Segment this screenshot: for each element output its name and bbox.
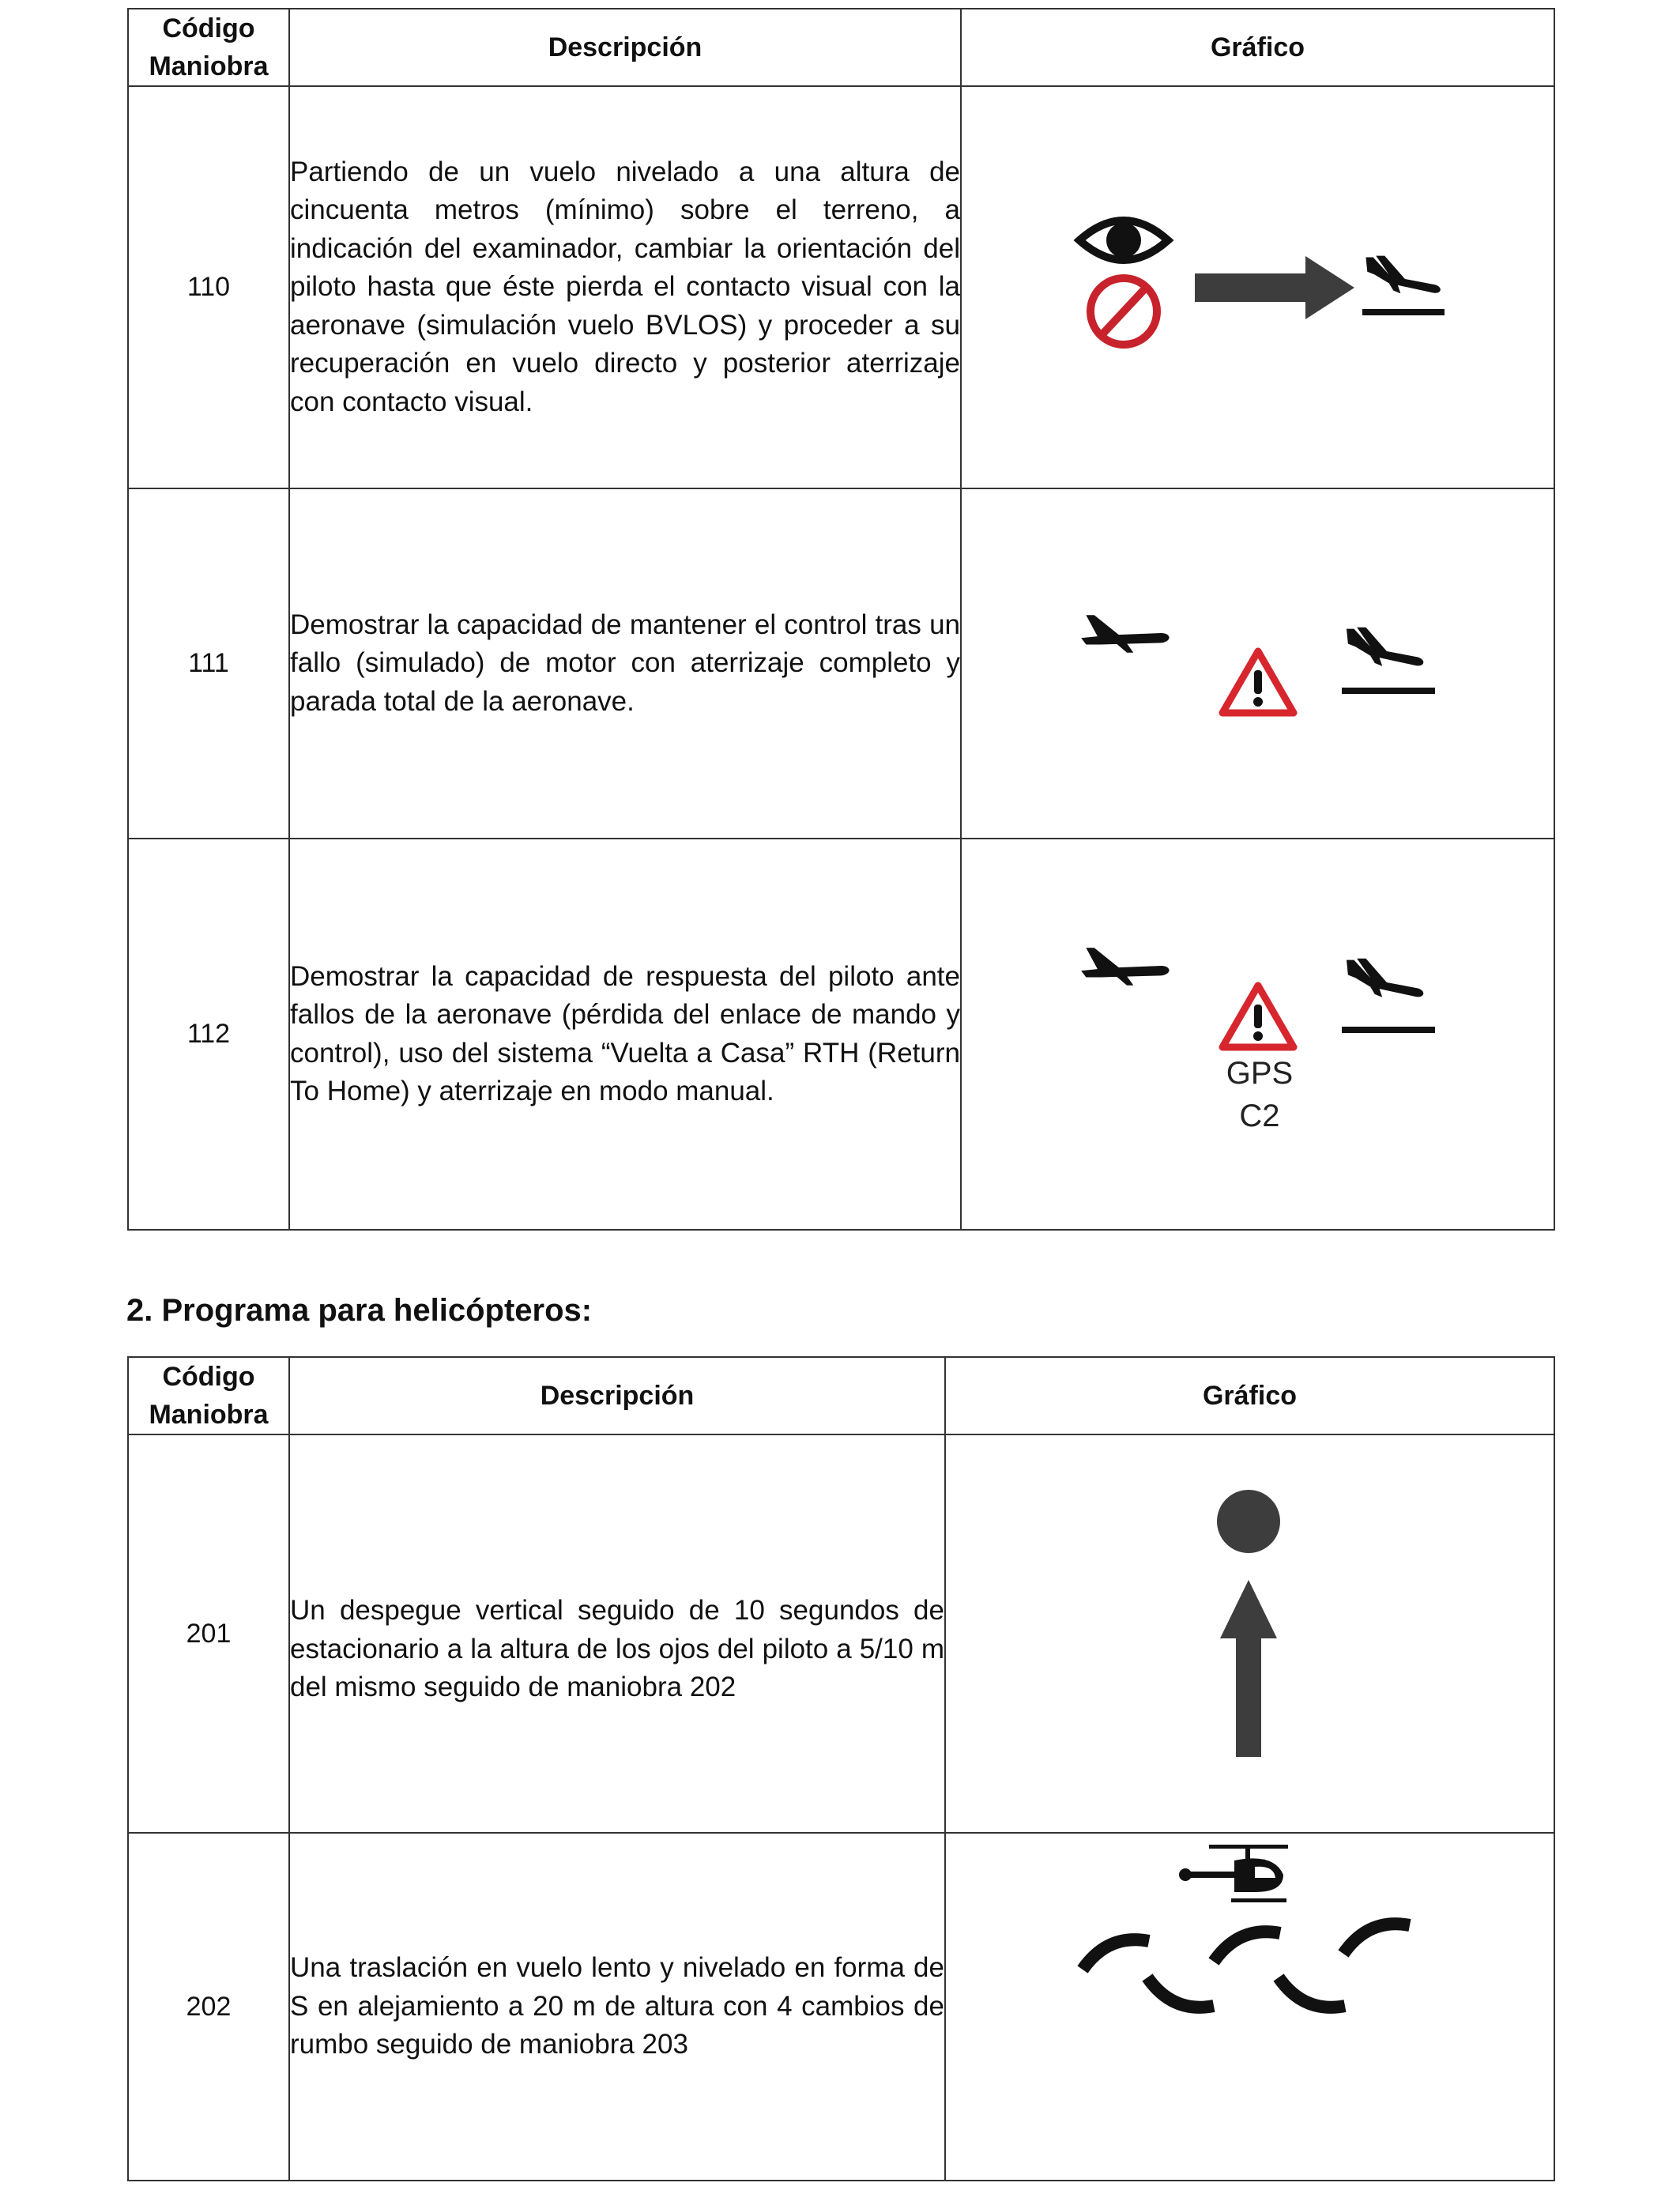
maneuver-code: 111 xyxy=(128,488,289,839)
plane-landing-icon xyxy=(1342,627,1435,693)
maneuver-graphic xyxy=(961,488,1554,839)
table-row xyxy=(128,839,1554,1230)
table-row xyxy=(128,86,1554,488)
circle-icon xyxy=(1217,1490,1280,1553)
graphic-label-gps: GPS xyxy=(1226,1055,1293,1091)
maneuver-code: 201 xyxy=(128,1434,289,1833)
graphic-110 xyxy=(1060,209,1456,367)
graphic-label-c2: C2 xyxy=(1238,1098,1280,1129)
maneuver-code: 202 xyxy=(128,1833,289,2181)
s-curve-path-icon xyxy=(1083,1924,1410,2007)
header-description: Descripción xyxy=(289,9,961,86)
arrow-up-icon xyxy=(1220,1580,1277,1757)
maneuver-table-1 xyxy=(127,8,1555,1231)
maneuver-graphic xyxy=(961,86,1554,488)
helicopter-icon xyxy=(1179,1845,1288,1902)
warning-icon xyxy=(1222,651,1294,713)
maneuver-graphic xyxy=(945,1434,1554,1833)
plane-landing-icon xyxy=(1342,958,1435,1032)
maneuver-description: Demostrar la capacidad de respuesta del piloto ante fallos de la aeronave (pérdida del enlace de mando y control), uso del sistema “Vuelta a Casa” RTH (Return To Home) y aterrizaje en modo manual. xyxy=(289,839,961,1230)
graphic-201 xyxy=(1203,1483,1298,1784)
graphic-112 xyxy=(1076,940,1440,1129)
eye-icon xyxy=(1079,221,1168,260)
maneuver-graphic xyxy=(945,1833,1554,2181)
maneuver-code: 110 xyxy=(128,86,289,488)
prohibited-icon xyxy=(1090,278,1157,345)
header-code: Código Maniobra xyxy=(128,9,289,86)
graphic-202 xyxy=(1076,1843,1424,2025)
graphic-111 xyxy=(1076,601,1440,727)
plane-takeoff-icon xyxy=(1081,615,1169,653)
arrow-right-icon xyxy=(1195,256,1354,319)
maneuver-table-2 xyxy=(127,1356,1555,2181)
table-row xyxy=(128,488,1554,839)
table-row xyxy=(128,1833,1554,2181)
maneuver-code: 112 xyxy=(128,839,289,1230)
header-description: Descripción xyxy=(289,1357,945,1434)
maneuver-description: Demostrar la capacidad de mantener el control tras un fallo (simulado) de motor con aterrizaje completo y parada total de la aeronave. xyxy=(289,488,961,839)
plane-takeoff-icon xyxy=(1081,948,1169,986)
maneuver-graphic xyxy=(961,839,1554,1230)
maneuver-description: Partiendo de un vuelo nivelado a una altura de cincuenta metros (mínimo) sobre el terreno, a indicación del examinador, cambiar la orientación del piloto hasta que éste pierda el contacto visual con la aeronave (simulación vuelo BVLOS) y proceder a su recuperación en vuelo directo y posterior aterrizaje con contacto visual. xyxy=(289,86,961,488)
maneuver-description: Un despegue vertical seguido de 10 segundos de estacionario a la altura de los ojos del piloto a 5/10 m del mismo seguido de maniobra 202 xyxy=(289,1434,945,1833)
header-graphic: Gráfico xyxy=(961,9,1554,86)
plane-landing-icon xyxy=(1362,255,1445,315)
warning-icon xyxy=(1222,986,1294,1047)
table-header-row xyxy=(128,9,1554,86)
section-title: 2. Programa para helicópteros: xyxy=(126,1293,593,1328)
table-header-row xyxy=(128,1357,1554,1434)
table-row xyxy=(128,1434,1554,1833)
header-graphic: Gráfico xyxy=(945,1357,1554,1434)
maneuver-description: Una traslación en vuelo lento y nivelado en forma de S en alejamiento a 20 m de altura con 4 cambios de rumbo seguido de maniobra 203 xyxy=(289,1833,945,2181)
header-code: Código Maniobra xyxy=(128,1357,289,1434)
